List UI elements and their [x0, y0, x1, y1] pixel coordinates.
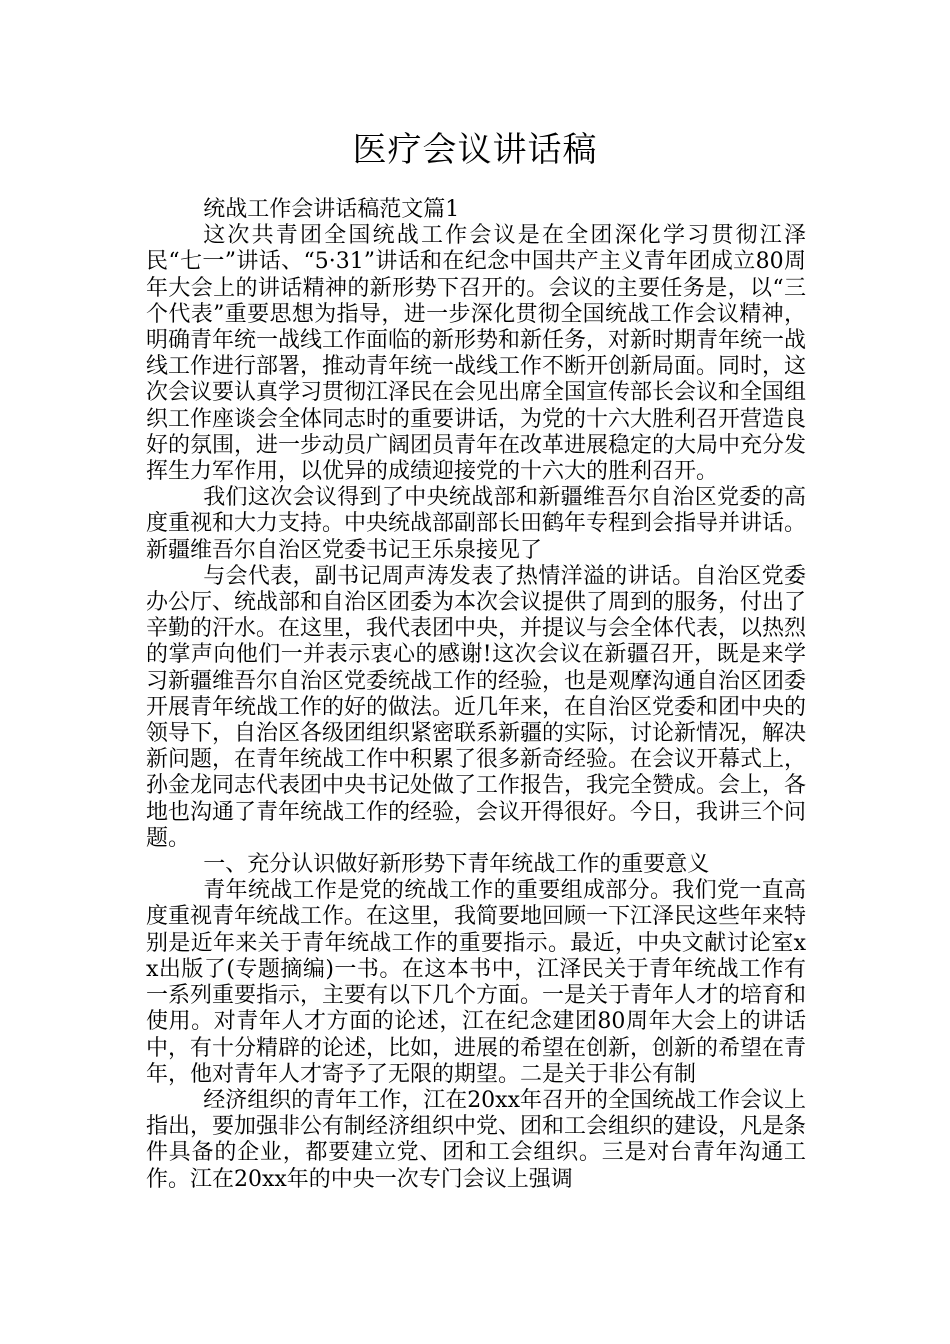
paragraph: 青年统战工作是党的统战工作的重要组成部分。我们党一直高度重视青年统战工作。在这里，我简要地回顾一下江泽民这些年来特别是近年来关于青年统战工作的重要指示。最近，中央文献讨论室xx出版了(专题摘编)一书。在这本书中，江泽民关于青年统战工作有一系列重要指示，主要有以下几个方面。一是关于青年人才的培育和使用。对青年人才方面的论述，江在纪念建团80周年大会上的讲话中，有十分精辟的论述，比如，进展的希望在创新，创新的希望在青年，他对青年人才寄予了无限的期望。二是关于非公有制 — [146, 878, 807, 1087]
paragraph: 我们这次会议得到了中央统战部和新疆维吾尔自治区党委的高度重视和大力支持。中央统战部副部长田鹤年专程到会指导并讲话。新疆维吾尔自治区党委书记王乐泉接见了 — [146, 485, 807, 563]
section-heading: 统战工作会讲话稿范文篇1 — [203, 197, 460, 222]
section-heading: 一、充分认识做好新形势下青年统战工作的重要意义 — [203, 852, 710, 878]
paragraph: 这次共青团全国统战工作会议是在全团深化学习贯彻江泽民“七一”讲话、“5·31”讲话和在纪念中国共产主义青年团成立80周年大会上的讲话精神的新形势下召开的。会议的主要任务是，以“三个代表”重要思想为指导，进一步深化贯彻全国统战工作会议精神，明确青年统一战线工作面临的新形势和新任务，对新时期青年统一战线工作进行部署，推动青年统一战线工作不断开创新局面。同时，这次会议要认真学习贯彻江泽民在会见出席全国宣传部长会议和全国组织工作座谈会全体同志时的重要讲话，为党的十六大胜利召开营造良好的氛围，进一步动员广阔团员青年在改革进展稳定的大局中充分发挥生力军作用，以优异的成绩迎接党的十六大的胜利召开。 — [146, 223, 807, 485]
paragraph: 与会代表，副书记周声涛发表了热情洋溢的讲话。自治区党委办公厅、统战部和自治区团委为本次会议提供了周到的服务，付出了辛勤的汗水。在这里，我代表团中央，并提议与会全体代表，以热烈的掌声向他们一并表示衷心的感谢!这次会议在新疆召开，既是来学习新疆维吾尔自治区党委统战工作的经验，也是观摩沟通自治区团委开展青年统战工作的好的做法。近几年来，在自治区党委和团中央的领导下，自治区各级团组织紧密联系新疆的实际，讨论新情况，解决新问题，在青年统战工作中积累了很多新奇经验。在会议开幕式上，孙金龙同志代表团中央书记处做了工作报告，我完全赞成。会上，各地也沟通了青年统战工作的经验，会议开得很好。今日，我讲三个问题。 — [146, 563, 807, 851]
document-title: 医疗会议讲话稿 — [352, 130, 598, 170]
paragraph: 经济组织的青年工作，江在20xx年召开的全国统战工作会议上指出，要加强非公有制经济组织中党、团和工会组织的建设，凡是条件具备的企业，都要建立党、团和工会组织。三是对台青年沟通工作。江在20xx年的中央一次专门会议上强调 — [146, 1087, 807, 1192]
document-body — [146, 197, 806, 1193]
